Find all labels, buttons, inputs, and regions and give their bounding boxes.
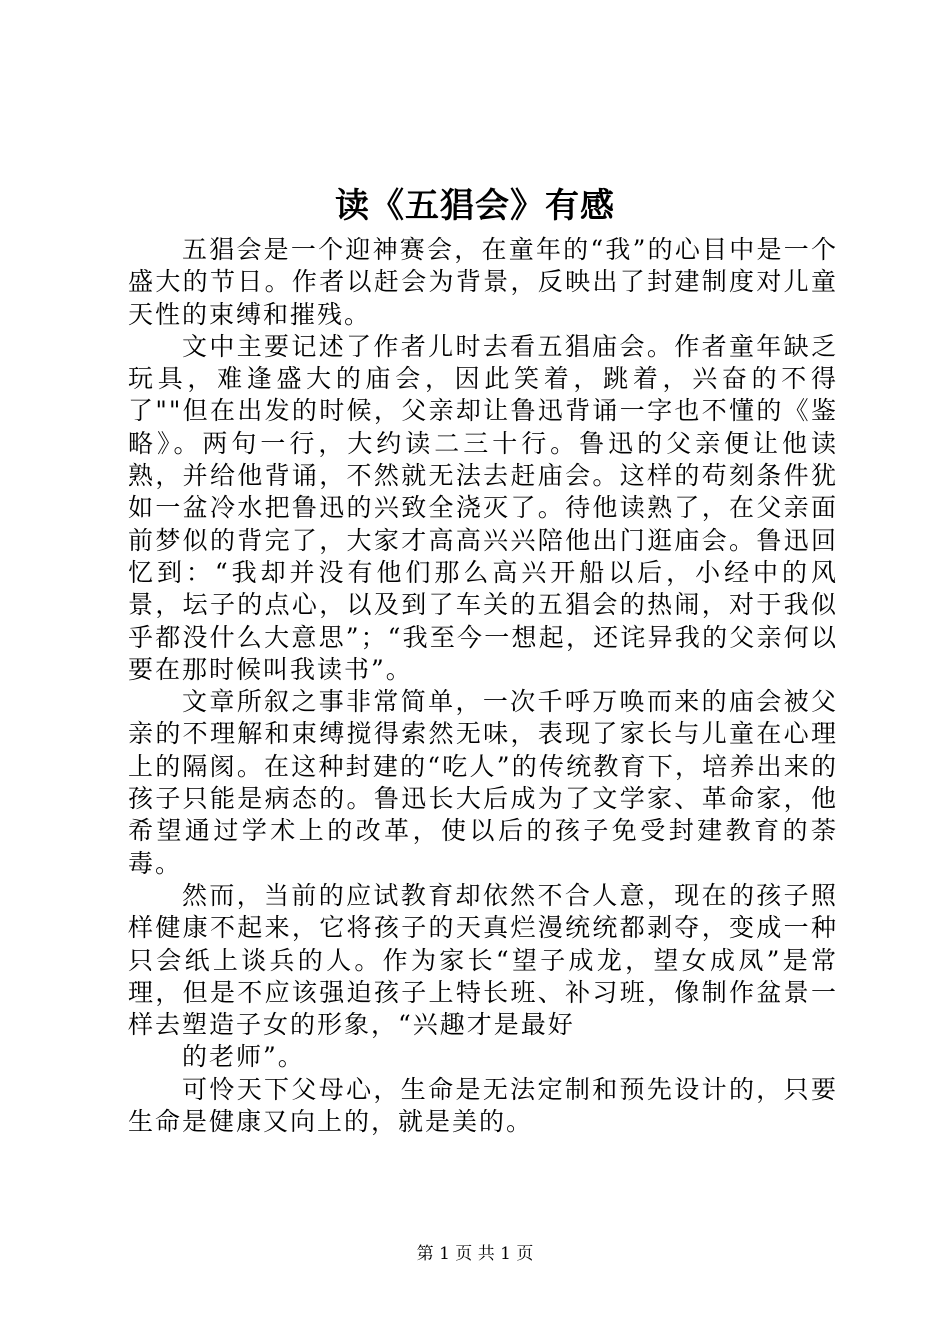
page-number-footer: 第 1 页 共 1 页 xyxy=(416,1244,534,1264)
paragraph-4-tail: 的老师”。 xyxy=(182,1042,305,1072)
paragraph-4: 然而，当前的应试教育却依然不合人意，现在的孩子照样健康不起来，它将孩子的天真烂漫统统都剥夺，变成一种只会纸上谈兵的人。作为家长“望子成龙，望女成凤”是常理，但是不应该强迫孩子上特长班、补习班，像制作盆景一样去塑造子女的形象，“兴趣才是最好 xyxy=(128,880,838,1040)
paragraph-2: 文中主要记述了作者儿时去看五猖庙会。作者童年缺乏玩具，难逢盛大的庙会，因此笑着，跳着，兴奋的不得了""但在出发的时候，父亲却让鲁迅背诵一字也不懂的《鉴略》。两句一行，大约读二三十行。鲁迅的父亲便让他读熟，并给他背诵，不然就无法去赶庙会。这样的苟刻条件犹如一盆冷水把鲁迅的兴致全浇灭了。待他读熟了，在父亲面前梦似的背完了，大家才高高兴兴陪他出门逛庙会。鲁迅回忆到：“我却并没有他们那么高兴开船以后，小经中的风景，坛子的点心，以及到了车关的五猖会的热闹，对于我似乎都没什么大意思”；“我至今一想起，还诧异我的父亲何以要在那时候叫我读书”。 xyxy=(128,331,838,684)
paragraph-3: 文章所叙之事非常简单，一次千呼万唤而来的庙会被父亲的不理解和束缚搅得索然无味，表现了家长与儿童在心理上的隔阂。在这种封建的“吃人”的传统教育下，培养出来的孩子只能是病态的。鲁迅长大后成为了文学家、革命家，他希望通过学术上的改革，使以后的孩子免受封建教育的荼毒。 xyxy=(128,687,838,878)
paragraph-1: 五猖会是一个迎神赛会，在童年的“我”的心目中是一个盛大的节日。作者以赶会为背景，反映出了封建制度对儿童天性的束缚和摧残。 xyxy=(128,235,838,329)
document-title: 读《五猖会》有感 xyxy=(335,186,615,226)
document-body xyxy=(128,234,838,1138)
paragraph-5: 可怜天下父母心，生命是无法定制和预先设计的，只要生命是健康又向上的，就是美的。 xyxy=(128,1074,838,1137)
